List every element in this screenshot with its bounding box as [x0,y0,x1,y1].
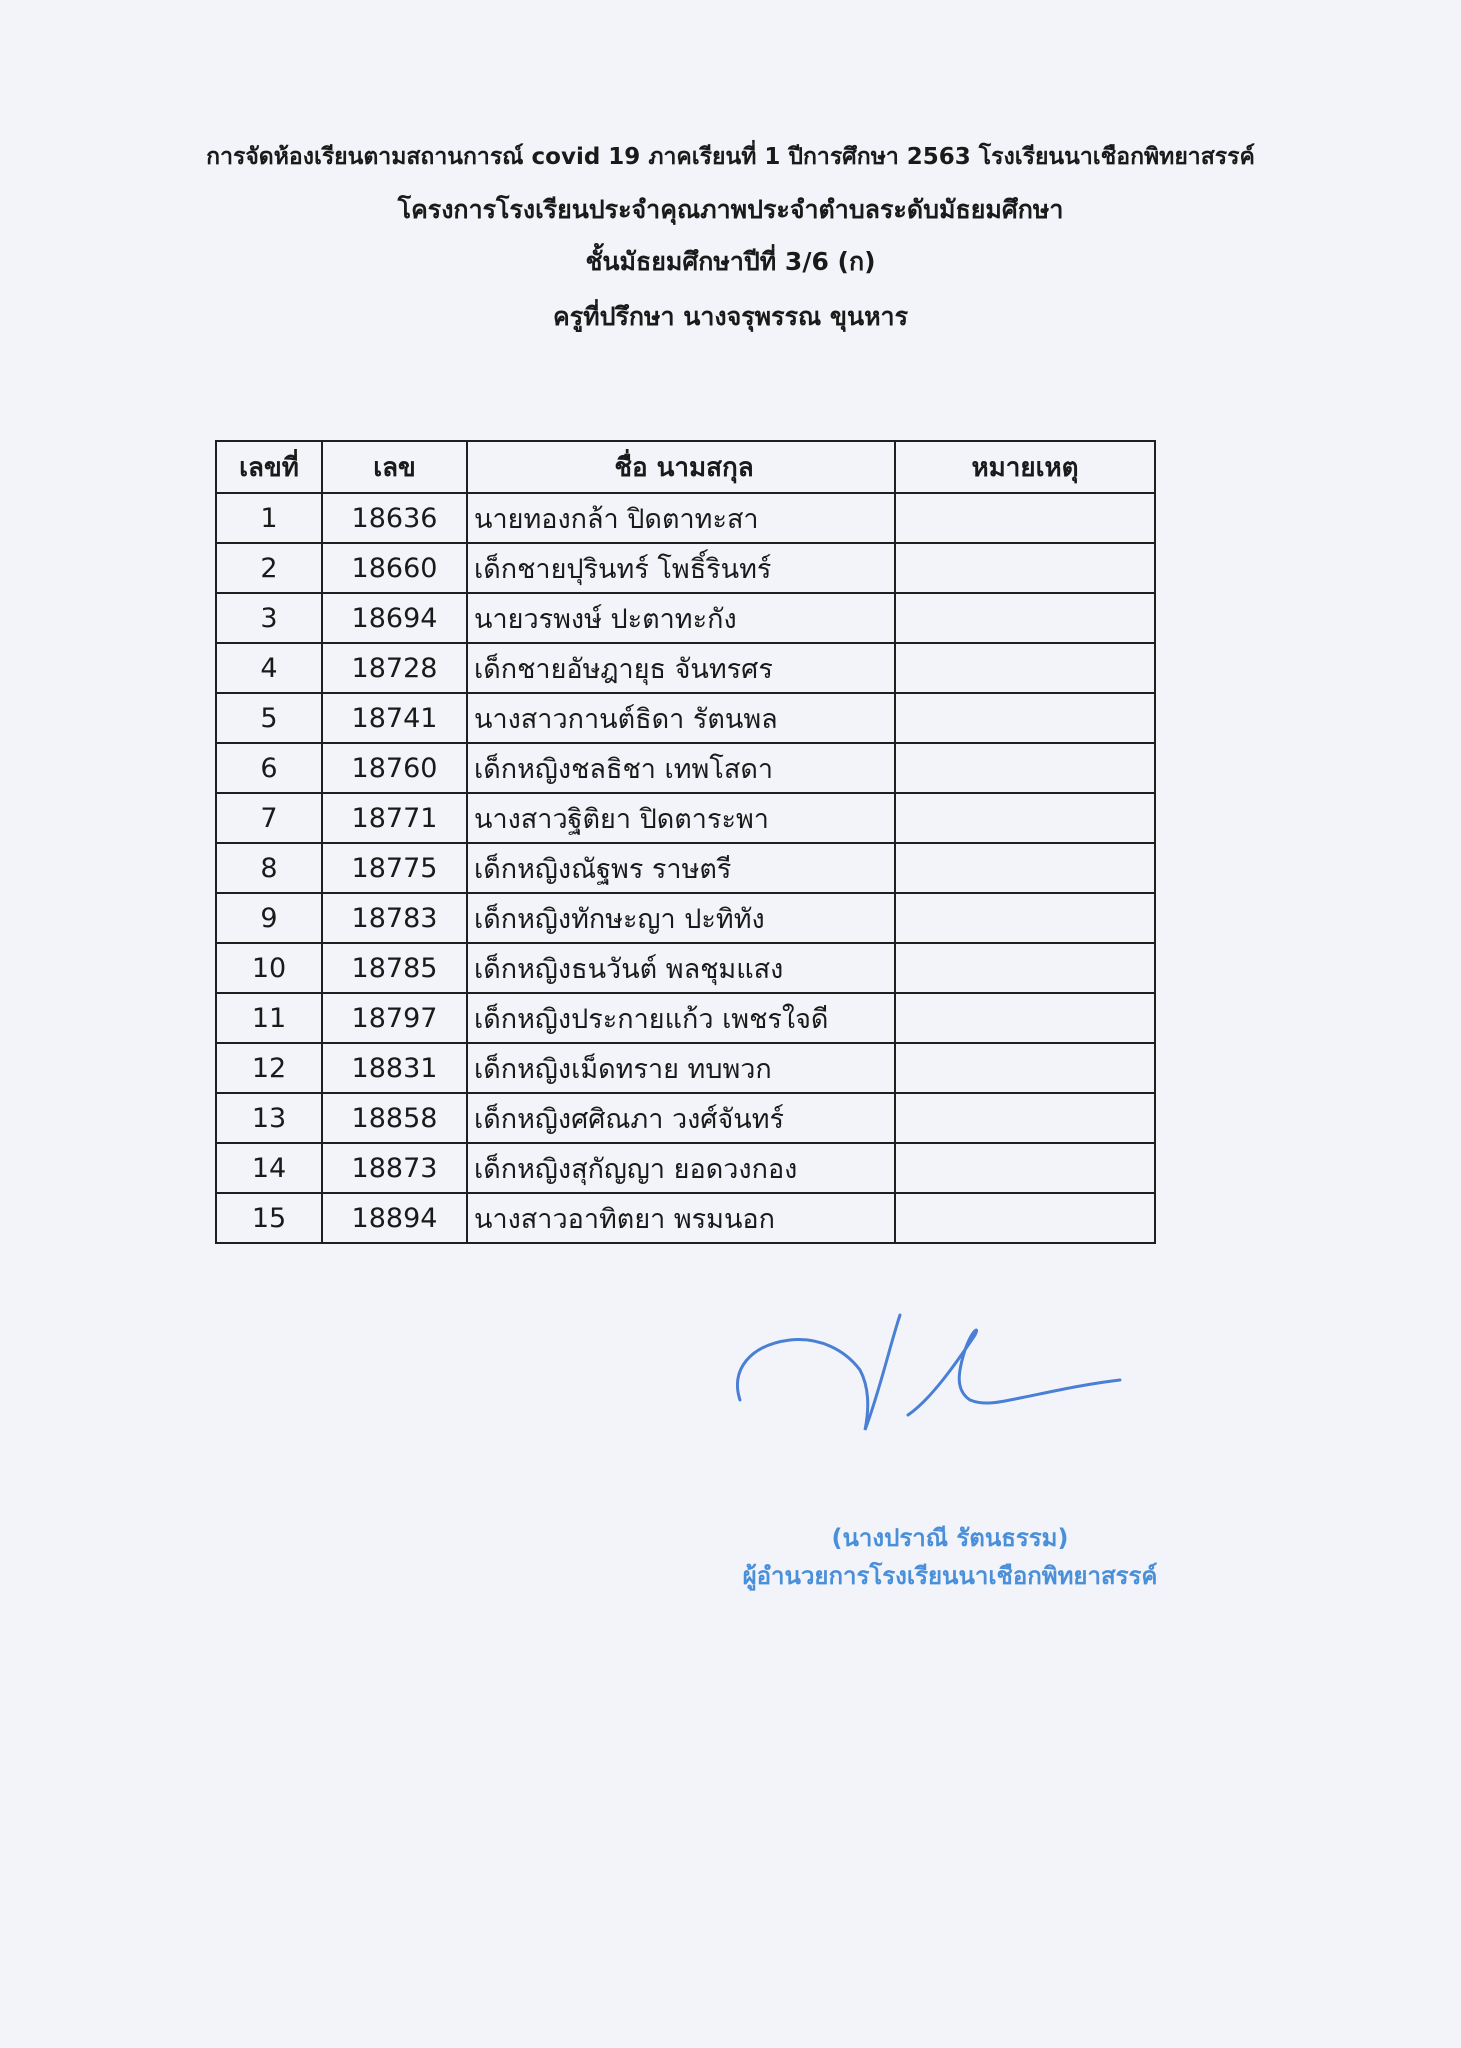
table-row [216,843,1155,893]
cell-student-id: 18771 [322,793,467,843]
cell-number: 1 [216,493,322,543]
cell-remarks [895,843,1155,893]
cell-remarks [895,693,1155,743]
cell-student-id: 18785 [322,943,467,993]
cell-name: เด็กหญิงเม็ดทราย ทบพวก [467,1043,895,1093]
cell-name: เด็กหญิงศศิณภา วงศ์จันทร์ [467,1093,895,1143]
cell-student-id: 18660 [322,543,467,593]
cell-student-id: 18741 [322,693,467,743]
cell-number: 4 [216,643,322,693]
table-row [216,743,1155,793]
table-row [216,793,1155,843]
cell-number: 2 [216,543,322,593]
table-row [216,643,1155,693]
table-row [216,943,1155,993]
table-row [216,693,1155,743]
cell-name: เด็กหญิงธนวันต์ พลชุมแสง [467,943,895,993]
table-row [216,1093,1155,1143]
cell-remarks [895,493,1155,543]
signature-stroke [737,1315,900,1430]
signature-image [730,1310,1130,1440]
cell-remarks [895,993,1155,1043]
cell-student-id: 18728 [322,643,467,693]
cell-remarks [895,1043,1155,1093]
cell-number: 5 [216,693,322,743]
cell-name: นายวรพงษ์ ปะตาทะกัง [467,593,895,643]
cell-student-id: 18894 [322,1193,467,1243]
cell-number: 15 [216,1193,322,1243]
table-row [216,1143,1155,1193]
cell-number: 13 [216,1093,322,1143]
student-roster-table [215,440,1156,1244]
cell-remarks [895,1093,1155,1143]
cell-remarks [895,643,1155,693]
table-row [216,543,1155,593]
table-row [216,993,1155,1043]
document-title: การจัดห้องเรียนตามสถานการณ์ covid 19 ภาคเรียนที่ 1 ปีการศึกษา 2563 โรงเรียนนาเชือกพิทยาสรรค์ [206,144,1255,170]
cell-remarks [895,793,1155,843]
header-number: เลขที่ [216,441,322,493]
cell-student-id: 18775 [322,843,467,893]
signer-title: ผู้อำนวยการโรงเรียนนาเชือกพิทยาสรรค์ [742,1562,1158,1590]
header-full-name: ชื่อ นามสกุล [467,441,895,493]
cell-number: 6 [216,743,322,793]
cell-student-id: 18858 [322,1093,467,1143]
cell-student-id: 18873 [322,1143,467,1193]
header-remarks: หมายเหตุ [895,441,1155,493]
class-title: ชั้นมัธยมศึกษาปีที่ 3/6 (ก) [585,247,876,276]
cell-student-id: 18694 [322,593,467,643]
cell-remarks [895,543,1155,593]
table-row [216,593,1155,643]
cell-number: 12 [216,1043,322,1093]
cell-student-id: 18636 [322,493,467,543]
cell-student-id: 18760 [322,743,467,793]
cell-remarks [895,893,1155,943]
project-title: โครงการโรงเรียนประจำคุณภาพประจำตำบลระดับมัธยมศึกษา [397,195,1064,224]
cell-name: นางสาวฐิติยา ปิดตาระพา [467,793,895,843]
cell-name: นางสาวอาทิตยา พรมนอก [467,1193,895,1243]
cell-name: เด็กหญิงณัฐพร ราษตรี [467,843,895,893]
cell-name: เด็กหญิงทักษะญา ปะทิทัง [467,893,895,943]
cell-name: เด็กชายอัษฎายุธ จันทรศร [467,643,895,693]
cell-name: เด็กหญิงสุกัญญา ยอดวงกอง [467,1143,895,1193]
signer-name: (นางปราณี รัตนธรรม) [831,1524,1069,1552]
cell-number: 14 [216,1143,322,1193]
table-header-row [216,441,1155,493]
cell-student-id: 18797 [322,993,467,1043]
table-row [216,893,1155,943]
table-row [216,1193,1155,1243]
cell-name: นายทองกล้า ปิดตาทะสา [467,493,895,543]
table-row [216,493,1155,543]
cell-name: เด็กหญิงประกายแก้ว เพชรใจดี [467,993,895,1043]
cell-name: นางสาวกานต์ธิดา รัตนพล [467,693,895,743]
cell-number: 9 [216,893,322,943]
cell-number: 3 [216,593,322,643]
signature-stroke [908,1330,1120,1415]
cell-number: 8 [216,843,322,893]
cell-student-id: 18783 [322,893,467,943]
cell-name: เด็กหญิงชลธิชา เทพโสดา [467,743,895,793]
header-student-id: เลข [322,441,467,493]
cell-student-id: 18831 [322,1043,467,1093]
cell-number: 10 [216,943,322,993]
cell-remarks [895,943,1155,993]
table-row [216,1043,1155,1093]
cell-name: เด็กชายปุรินทร์ โพธิ์รินทร์ [467,543,895,593]
cell-number: 7 [216,793,322,843]
cell-number: 11 [216,993,322,1043]
cell-remarks [895,1143,1155,1193]
cell-remarks [895,1193,1155,1243]
advisor-line: ครูที่ปรึกษา นางจรุพรรณ ขุนหาร [552,302,909,331]
cell-remarks [895,593,1155,643]
cell-remarks [895,743,1155,793]
